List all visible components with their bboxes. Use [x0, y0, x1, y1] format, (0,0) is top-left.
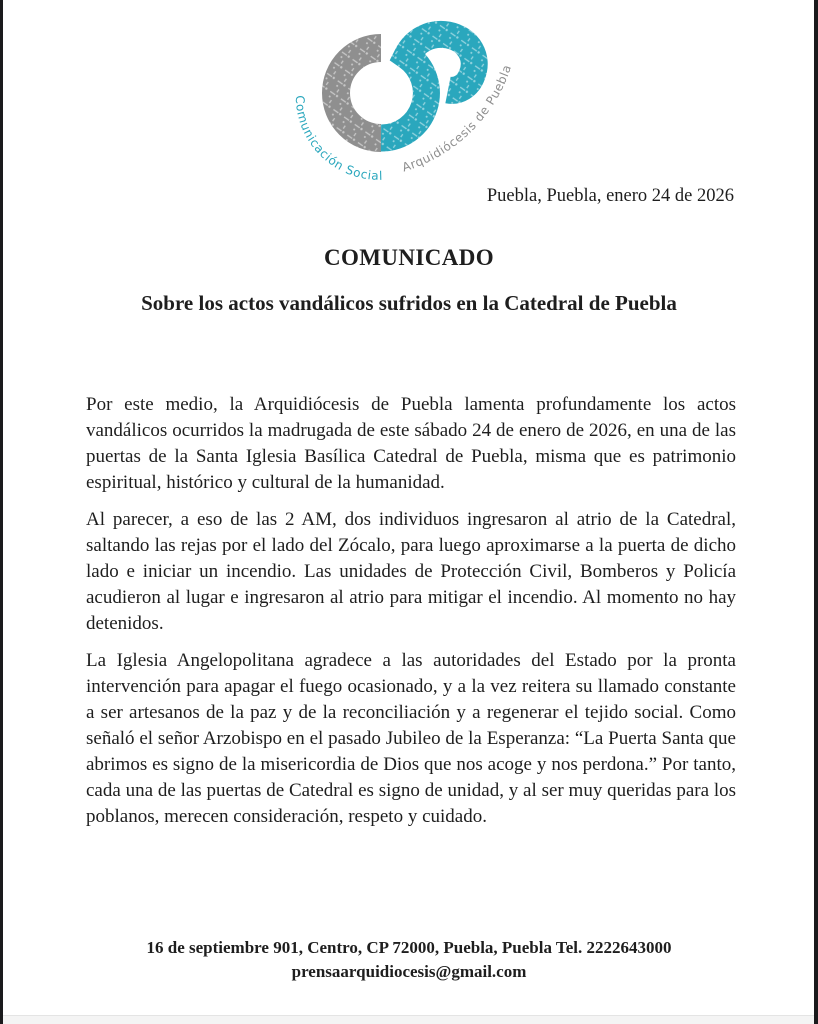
- body-paragraph-1: Por este medio, la Arquidiócesis de Puebla lamenta profundamente los actos vandálicos ocurridos la madrugada de este sábado 24 de enero de 2026, en una de las puertas de la Santa Iglesia Basílica Catedral de Puebla, misma que es patrimonio espiritual, histórico y cultural de la humanidad.: [86, 394, 736, 493]
- body-paragraph-3: La Iglesia Angelopolitana agradece a las autoridades del Estado por la pronta intervención para apagar el fuego ocasionado, y a la vez reitera su llamado constante a ser artesanos de la paz y de la reconciliación y a regenerar el tejido social. Como señaló el señor Arzobispo en el pasado Jubileo de la Esperanza: “La Puerta Santa que abrimos es signo de la misericordia de Dios que nos acoge y nos perdona.” Por tanto, cada una de las puertas de Catedral es signo de unidad, y al ser muy queridas para los poblanos, merecen consideración, respeto y cuidado.: [86, 650, 736, 827]
- viewer-right-edge: [814, 0, 818, 1024]
- date-line: Puebla, Puebla, enero 24 de 2026: [486, 186, 734, 206]
- logo-caption-comunicacion-social: Comunicación Social: [292, 95, 384, 183]
- logo-letter-c-circuit-texture: [336, 48, 381, 138]
- document-body: [86, 392, 736, 841]
- document-subtitle: Sobre los actos vandálicos sufridos en la Catedral de Puebla: [141, 291, 677, 315]
- footer-address: 16 de septiembre 901, Centro, CP 72000, Puebla, Puebla Tel. 2222643000: [146, 938, 672, 957]
- logo-caption-arquidiocesis-de-puebla: Arquidiócesis de Puebla: [400, 62, 515, 175]
- footer-email: prensaarquidiocesis@gmail.com: [291, 962, 527, 981]
- body-paragraph-2: Al parecer, a eso de las 2 AM, dos individuos ingresaron al atrio de la Catedral, saltando las rejas por el lado del Zócalo, para luego aproximarse a la puerta de dicho lado e iniciar un incendio. Las unidades de Protección Civil, Bomberos y Policía acudieron al lugar e ingresaron al atrio para mitigar el incendio. Al momento no hay detenidos.: [86, 509, 736, 634]
- document-title: COMUNICADO: [323, 245, 495, 270]
- viewer-left-edge: [0, 0, 3, 1024]
- logo-letter-s-circuit-texture: [381, 34, 474, 138]
- logo-cs-graphic: [285, 20, 535, 182]
- archdiocese-communication-logo: [285, 20, 535, 182]
- document-footer: [0, 936, 818, 984]
- viewer-bottom-strip: [3, 1015, 814, 1024]
